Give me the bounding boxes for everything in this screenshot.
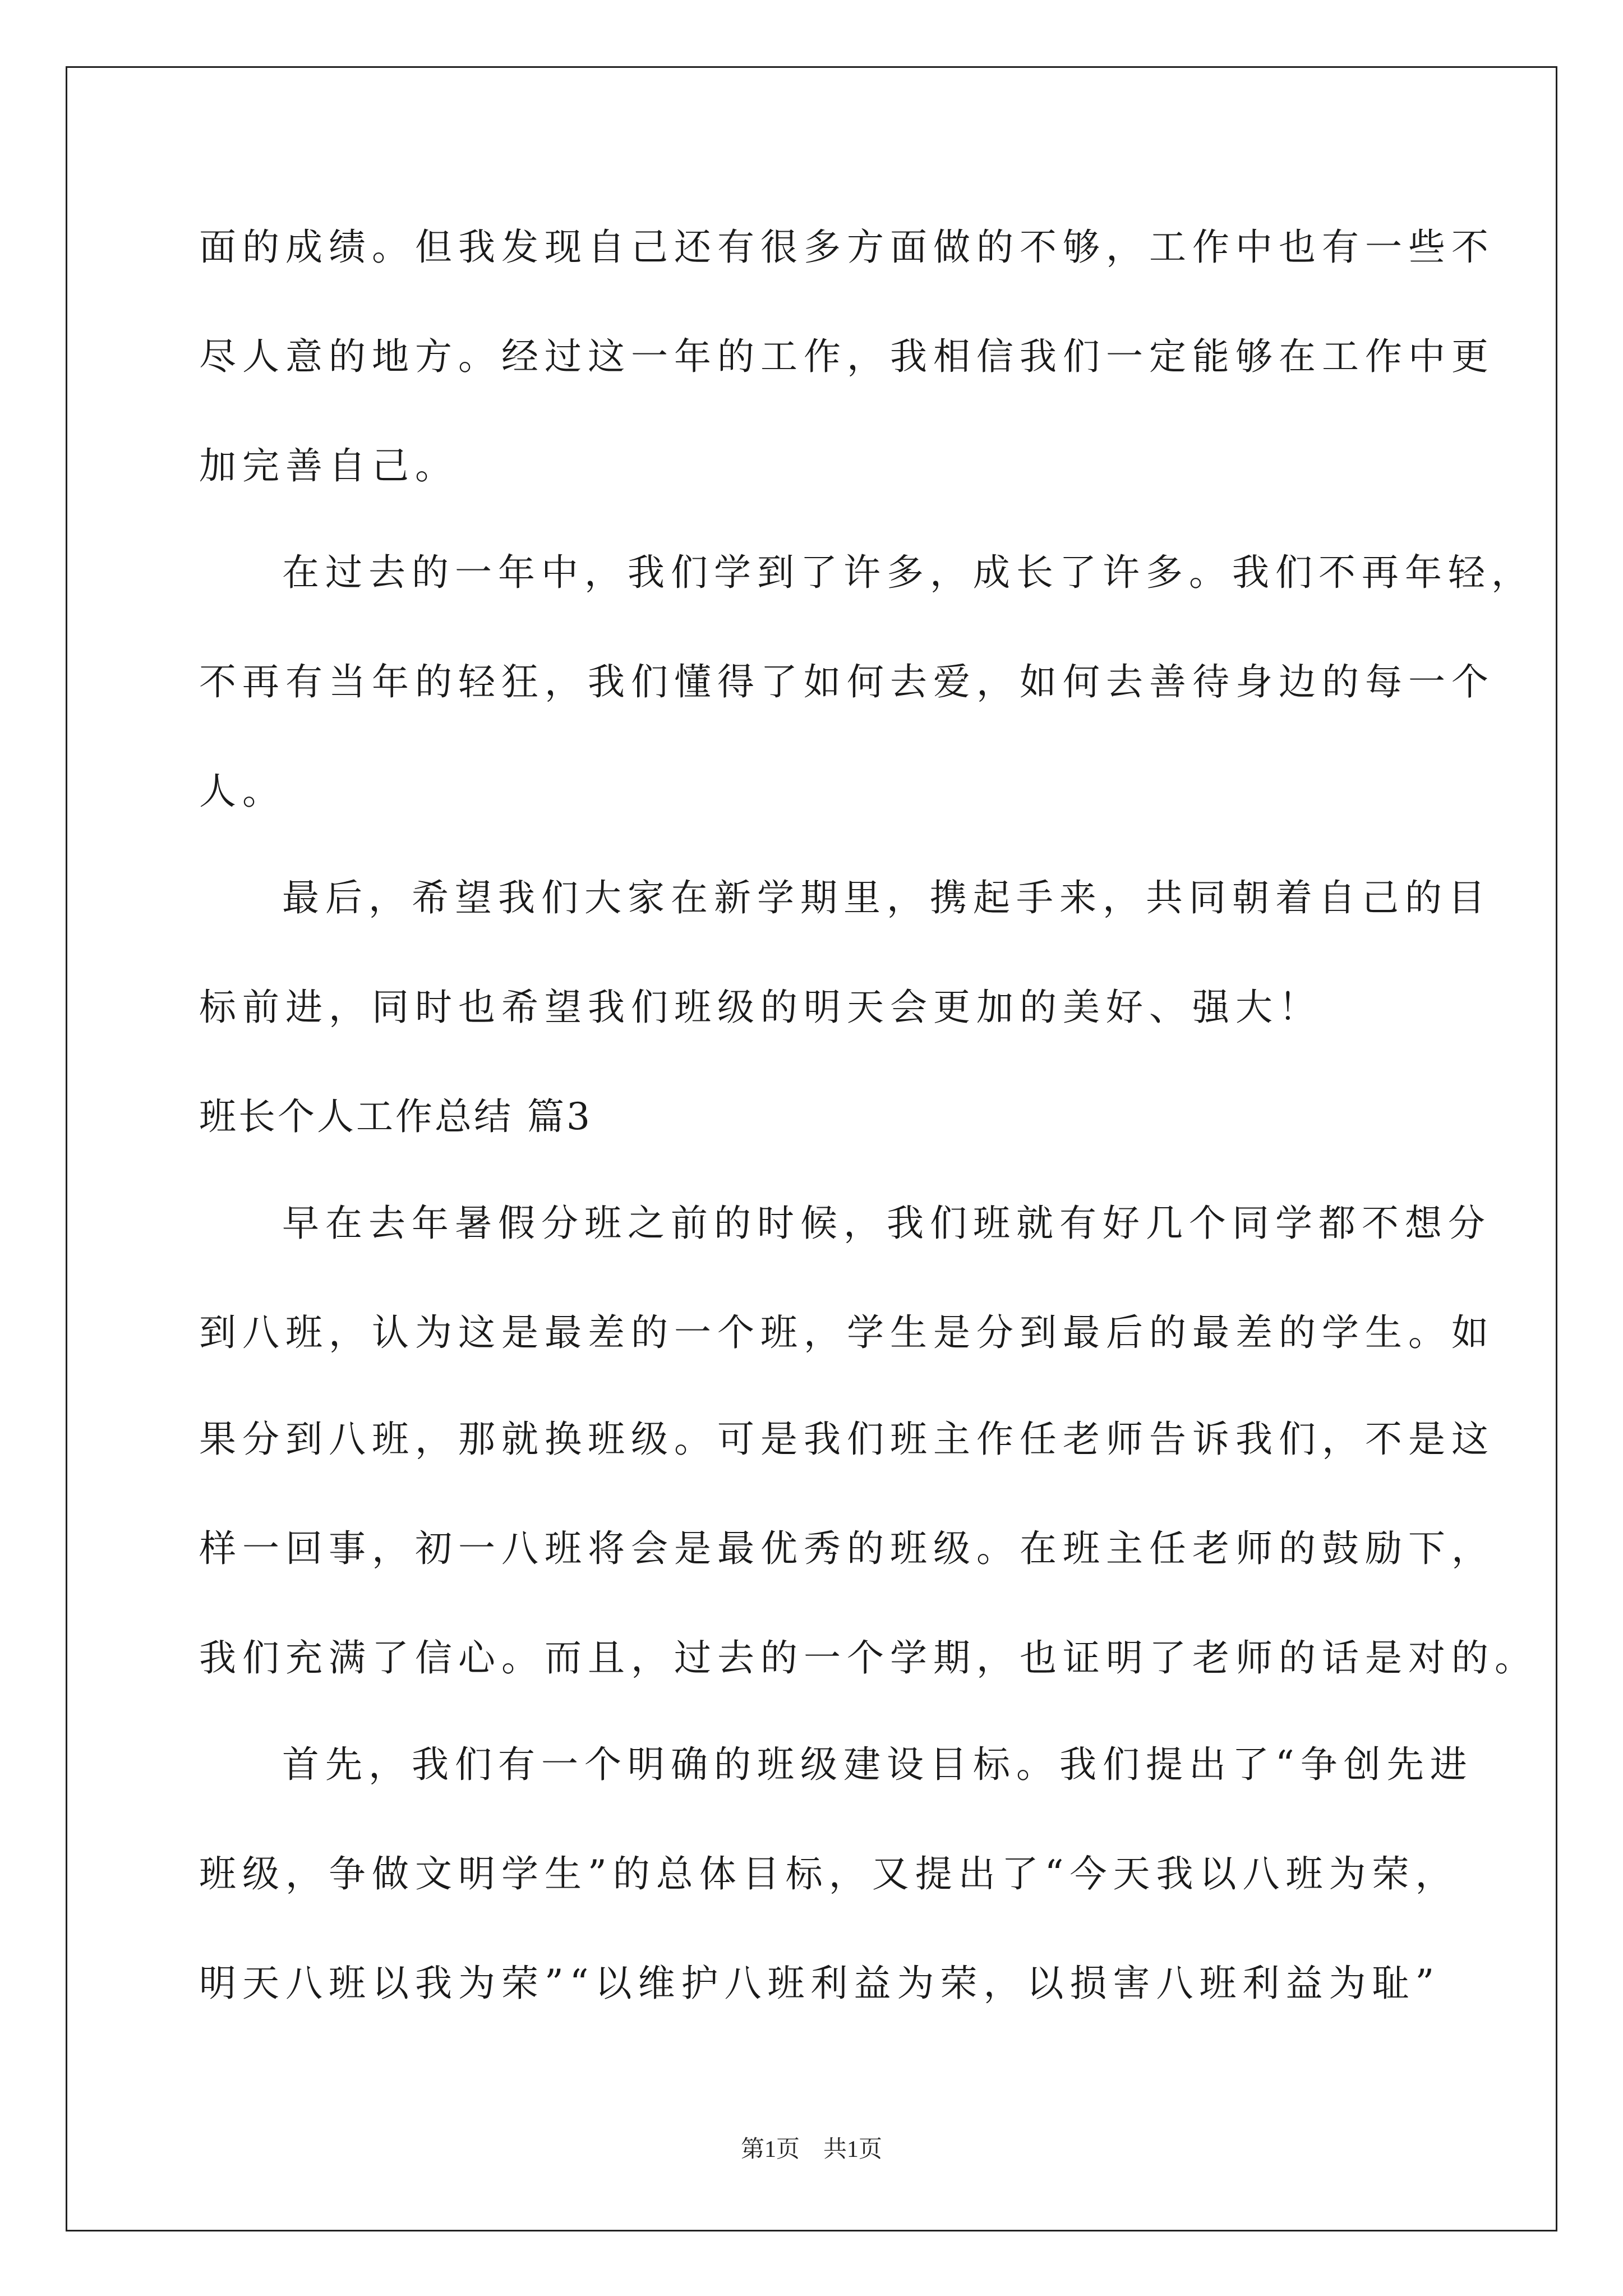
text-line: 人。 bbox=[199, 770, 285, 813]
text-line: 加完善自己。 bbox=[199, 444, 458, 487]
section-heading: 班长个人工作总结 篇3 bbox=[199, 1095, 592, 1138]
text-line: 我们充满了信心。而且，过去的一个学期，也证明了老师的话是对的。 bbox=[199, 1636, 1538, 1680]
text-line: 在过去的一年中，我们学到了许多，成长了许多。我们不再年轻， bbox=[282, 551, 1534, 594]
text-line: 果分到八班，那就换班级。可是我们班主作任老师告诉我们，不是这 bbox=[199, 1418, 1495, 1461]
text-line: 面的成绩。但我发现自己还有很多方面做的不够，工作中也有一些不 bbox=[199, 226, 1495, 269]
text-line: 最后，希望我们大家在新学期里，携起手来，共同朝着自己的目 bbox=[282, 876, 1491, 919]
text-line: 不再有当年的轻狂，我们懂得了如何去爱，如何去善待身边的每一个 bbox=[199, 660, 1495, 703]
text-line: 标前进，同时也希望我们班级的明天会更加的美好、强大！ bbox=[199, 986, 1322, 1029]
page-border bbox=[66, 66, 1557, 2231]
text-line: 明天八班以我为荣”“以维护八班利益为荣，以损害八班利益为耻” bbox=[199, 1962, 1441, 2005]
text-line: 样一回事，初一八班将会是最优秀的班级。在班主任老师的鼓励下， bbox=[199, 1527, 1495, 1570]
text-line: 尽人意的地方。经过这一年的工作，我相信我们一定能够在工作中更 bbox=[199, 335, 1495, 378]
text-line: 班级，争做文明学生”的总体目标，又提出了“今天我以八班为荣， bbox=[199, 1852, 1459, 1895]
text-line: 早在去年暑假分班之前的时候，我们班就有好几个同学都不想分 bbox=[282, 1202, 1491, 1245]
page-number: 第1页 共1页 bbox=[740, 2137, 882, 2162]
text-line: 首先，我们有一个明确的班级建设目标。我们提出了“争创先进 bbox=[282, 1743, 1473, 1786]
text-line: 到八班，认为这是最差的一个班，学生是分到最后的最差的学生。如 bbox=[199, 1311, 1495, 1354]
